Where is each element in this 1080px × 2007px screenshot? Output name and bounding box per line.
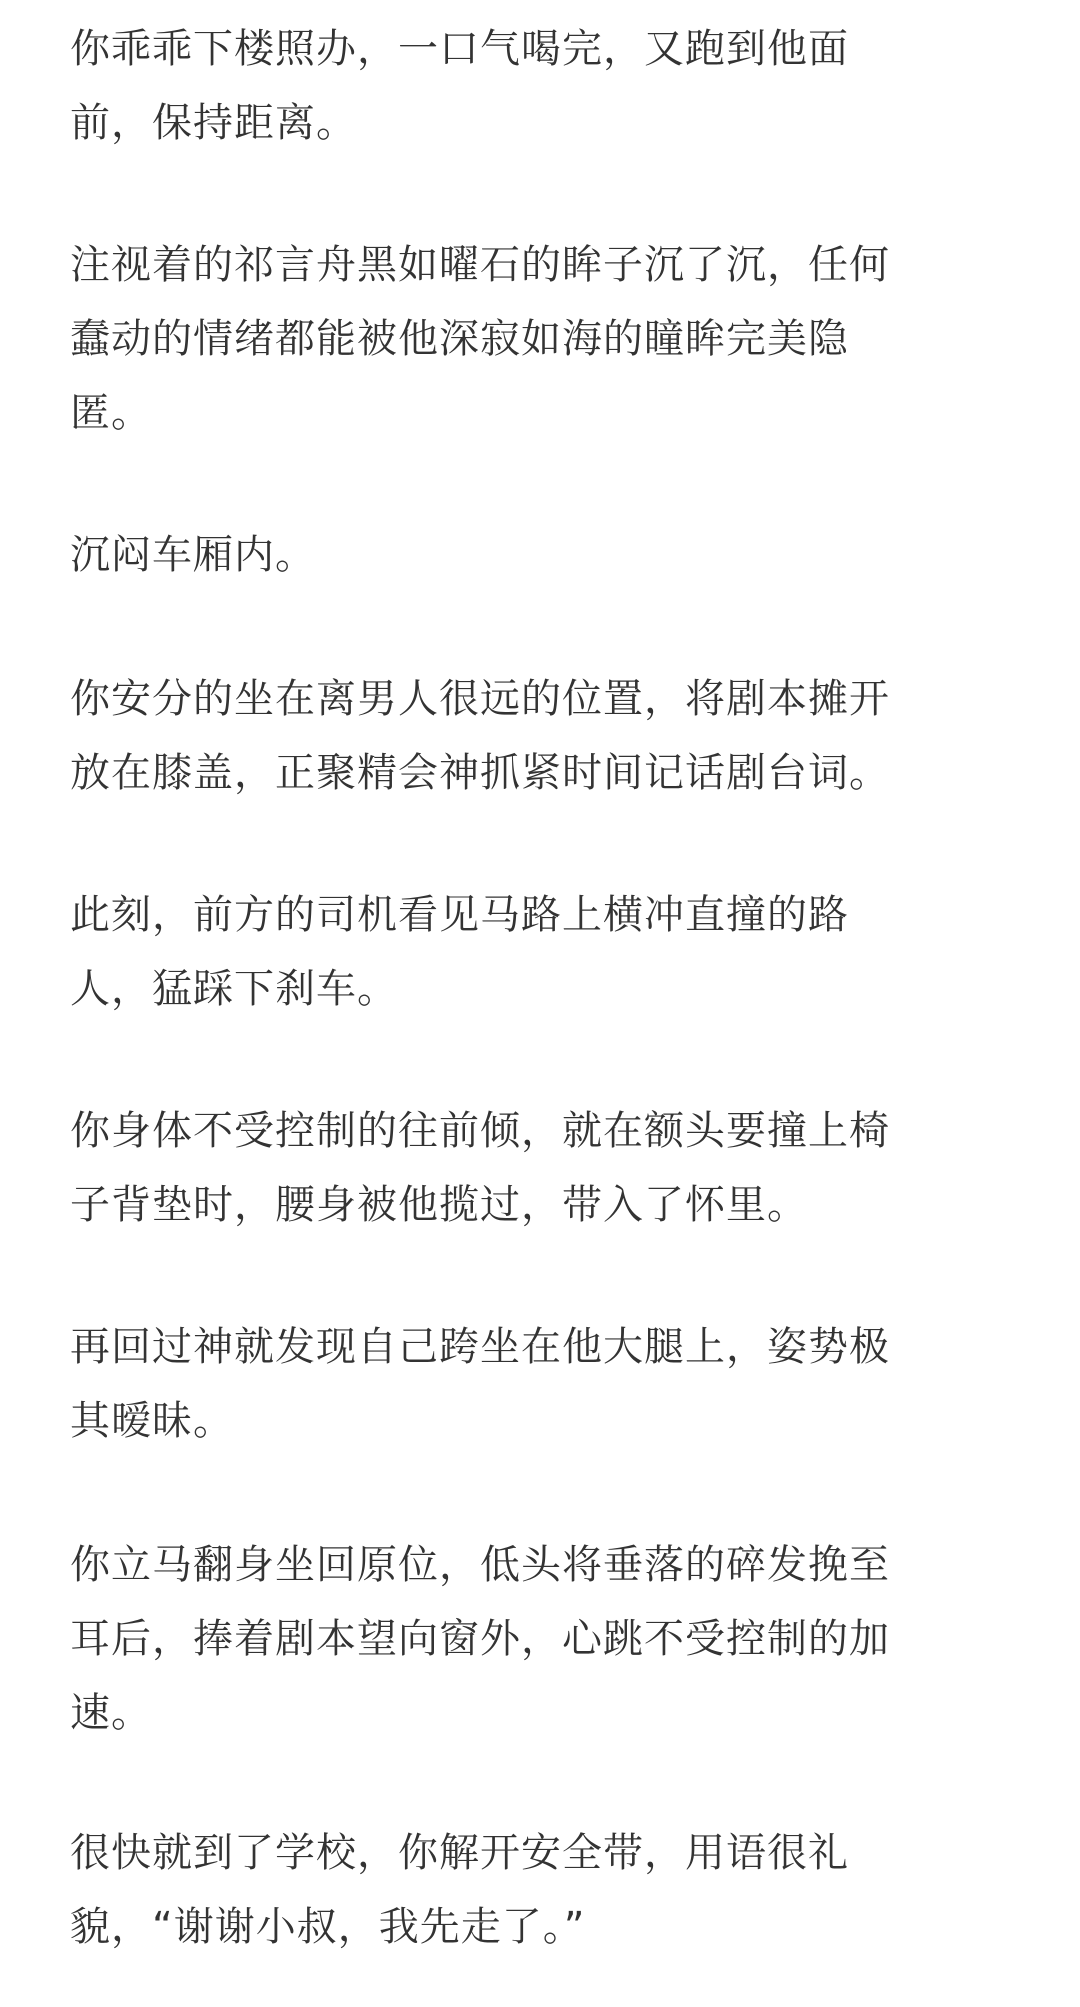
text-line: 前，保持距离。 [70,100,357,146]
paragraph [70,662,970,810]
paragraph [70,518,970,592]
text-line: 放在膝盖，正聚精会神抓紧时间记话剧台词。 [70,750,890,796]
text-line: 匿。 [70,390,152,436]
text-line: 很快就到了学校，你解开安全带，用语很礼 [70,1830,849,1876]
text-line: 此刻，前方的司机看见马路上横冲直撞的路 [70,892,849,938]
text-line: 你立马翻身坐回原位，低头将垂落的碎发挽至 [70,1542,890,1588]
text-line: 蠢动的情绪都能被他深寂如海的瞳眸完美隐 [70,316,849,362]
text-line: 注视着的祁言舟黑如曜石的眸子沉了沉，任何 [70,242,890,288]
paragraph [70,228,970,450]
paragraph [70,1816,970,1964]
text-line: 其暧昧。 [70,1398,234,1444]
text-line: 你身体不受控制的往前倾，就在额头要撞上椅 [70,1108,890,1154]
paragraph [70,12,970,160]
text-line: 子背垫时，腰身被他揽过，带入了怀里。 [70,1182,808,1228]
text-line: 速。 [70,1690,152,1736]
paragraph [70,1310,970,1458]
text-line: 你乖乖下楼照办，一口气喝完，又跑到他面 [70,26,849,72]
text-line: 耳后，捧着剧本望向窗外，心跳不受控制的加 [70,1616,890,1662]
text-line: 人，猛踩下刹车。 [70,966,398,1012]
text-line: 貌，“谢谢小叔，我先走了。” [70,1904,586,1950]
paragraph [70,1094,970,1242]
text-line: 你安分的坐在离男人很远的位置，将剧本摊开 [70,676,890,722]
text-line: 再回过神就发现自己跨坐在他大腿上，姿势极 [70,1324,890,1370]
paragraph [70,878,970,1026]
text-line: 沉闷车厢内。 [70,532,316,578]
paragraph [70,1528,970,1750]
